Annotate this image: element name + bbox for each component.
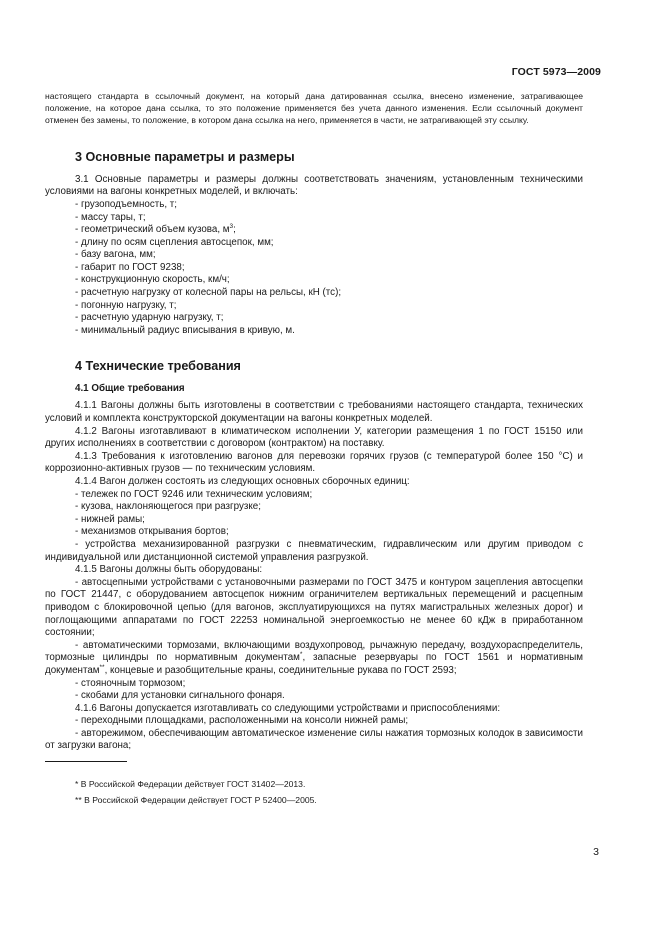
list-item: - длину по осям сцепления автосцепок, мм; (75, 236, 274, 248)
list-item: - расчетную ударную нагрузку, т; (75, 312, 224, 324)
list-item-text: - автоматическими тормозами, включающими воздухопровод, рычажную передачу, воздухораспределитель, тормозные цилиндры по нормативным документам (45, 639, 583, 664)
list-item: - механизмов открывания бортов; (75, 526, 229, 538)
list-item: - конструкционную скорость, км/ч; (75, 274, 230, 286)
footnote-mark: * (75, 779, 79, 790)
list-item (45, 640, 583, 678)
section-4-heading: 4 Технические требования (75, 359, 241, 374)
list-item-punct: ; (233, 224, 236, 236)
list-item: - нижней рамы; (75, 513, 145, 525)
list-item: - массу тары, т; (75, 211, 146, 223)
page-content (45, 91, 583, 808)
footnote (45, 792, 583, 808)
footnote (45, 776, 583, 792)
list-item: - грузоподъемность, т; (75, 198, 177, 210)
paragraph-4-1-3: 4.1.3 Требования к изготовлению вагонов для перевозки горячих грузов (с температурой более 150 °С) и коррозионно-активных грузов — по техническим условиям. (45, 450, 583, 475)
list-item: - габарит по ГОСТ 9238; (75, 261, 185, 273)
list-item: - минимальный радиус вписывания в кривую, м. (75, 324, 295, 336)
list-item: - скобами для установки сигнального фонаря. (75, 690, 285, 702)
paragraph-3-1: 3.1 Основные параметры и размеры должны соответствовать значениям, установленным техническими условиями на вагоны конкретных моделей, и включать: (45, 173, 583, 198)
footnote-divider (45, 761, 127, 762)
list-item: - переходными площадками, расположенными на консоли нижней рамы; (75, 715, 409, 727)
list-item: - тележек по ГОСТ 9246 или техническим условиям; (75, 488, 313, 500)
paragraph-4-1-6: 4.1.6 Вагоны допускается изготавливать со следующими устройствами и приспособлениями: (75, 702, 501, 714)
intro-paragraph: настоящего стандарта в ссылочный документ, на который дана датированная ссылка, внесено изменение, затрагивающее положение, на которое дана ссылка, то это положение применяется без учета данного изменения. Если ссылочный документ отменен без замены, то положение, в котором дана ссылка на него, применяется в части, не затрагивающей эту ссылку. (45, 91, 583, 125)
superscript-exponent: 3 (229, 223, 234, 231)
list-item-text: , запасные резервуары по ГОСТ 1561 и нормативным документам (45, 652, 584, 676)
paragraph-4-1-5: 4.1.5 Вагоны должны быть оборудованы: (75, 564, 263, 576)
list-item: - базу вагона, мм; (75, 249, 156, 261)
footnote-text: В Российской Федерации действует ГОСТ 31402—2013. (78, 779, 306, 790)
footnote-ref: * (299, 651, 303, 659)
paragraph-4-1-2: 4.1.2 Вагоны изготавливают в климатическом исполнении У, категории размещения 1 по ГОСТ 15150 или других исполнениях в соответствии с договором (контрактом) на поставку. (45, 425, 583, 450)
document-header-standard-id: ГОСТ 5973—2009 (511, 66, 601, 78)
section-3-heading: 3 Основные параметры и размеры (75, 149, 295, 164)
footnote-mark: ** (75, 795, 82, 806)
list-item: - кузова, наклоняющегося при разгрузке; (75, 501, 261, 513)
page-number: 3 (593, 846, 599, 858)
footnote-ref: ** (99, 663, 105, 671)
list-item: - автосцепными устройствами с установочными размерами по ГОСТ 3475 и контуром зацепления автосцепки по ГОСТ 21447, с оборудованием автосцепок нижним ограничителем вертикальных перемещений и расцепным приводом с блокировочной цепью (для вагонов, эксплуатирующихся на путях магистральных железных дорог) и поглощающими аппаратами по ГОСТ 22253 номинальной энергоемкостью не менее 60 кДж в приработанном состоянии; (45, 576, 583, 639)
paragraph-4-1-4: 4.1.4 Вагон должен состоять из следующих основных сборочных единиц: (75, 476, 410, 487)
list-item: - авторежимом, обеспечивающим автоматическое изменение силы нажатия тормозных колодок в зависимости от загрузки вагона; (45, 727, 583, 752)
paragraph-4-1-1: 4.1.1 Вагоны должны быть изготовлены в соответствии с требованиями настоящего стандарта, технических условий и комплекта конструкторской документации на вагоны конкретных моделей. (45, 400, 583, 425)
list-item: - устройства механизированной разгрузки с пневматическим, гидравлическим или другим приводом с индивидуальной или дистанционной системой управления разгрузкой. (45, 538, 583, 563)
list-item-text: - геометрический объем кузова, м (75, 224, 230, 236)
subsection-4-1-heading: 4.1 Общие требования (75, 383, 185, 395)
list-item: - стояночным тормозом; (75, 677, 186, 689)
list-item (45, 224, 583, 237)
footnote-text: В Российской Федерации действует ГОСТ Р 52400—2005. (81, 795, 317, 806)
list-item-text: , концевые и разобщительные краны, соединительные рукава по ГОСТ 2593; (104, 664, 457, 676)
list-item: - погонную нагрузку, т; (75, 299, 177, 311)
list-item: - расчетную нагрузку от колесной пары на рельсы, кН (тс); (75, 287, 342, 299)
